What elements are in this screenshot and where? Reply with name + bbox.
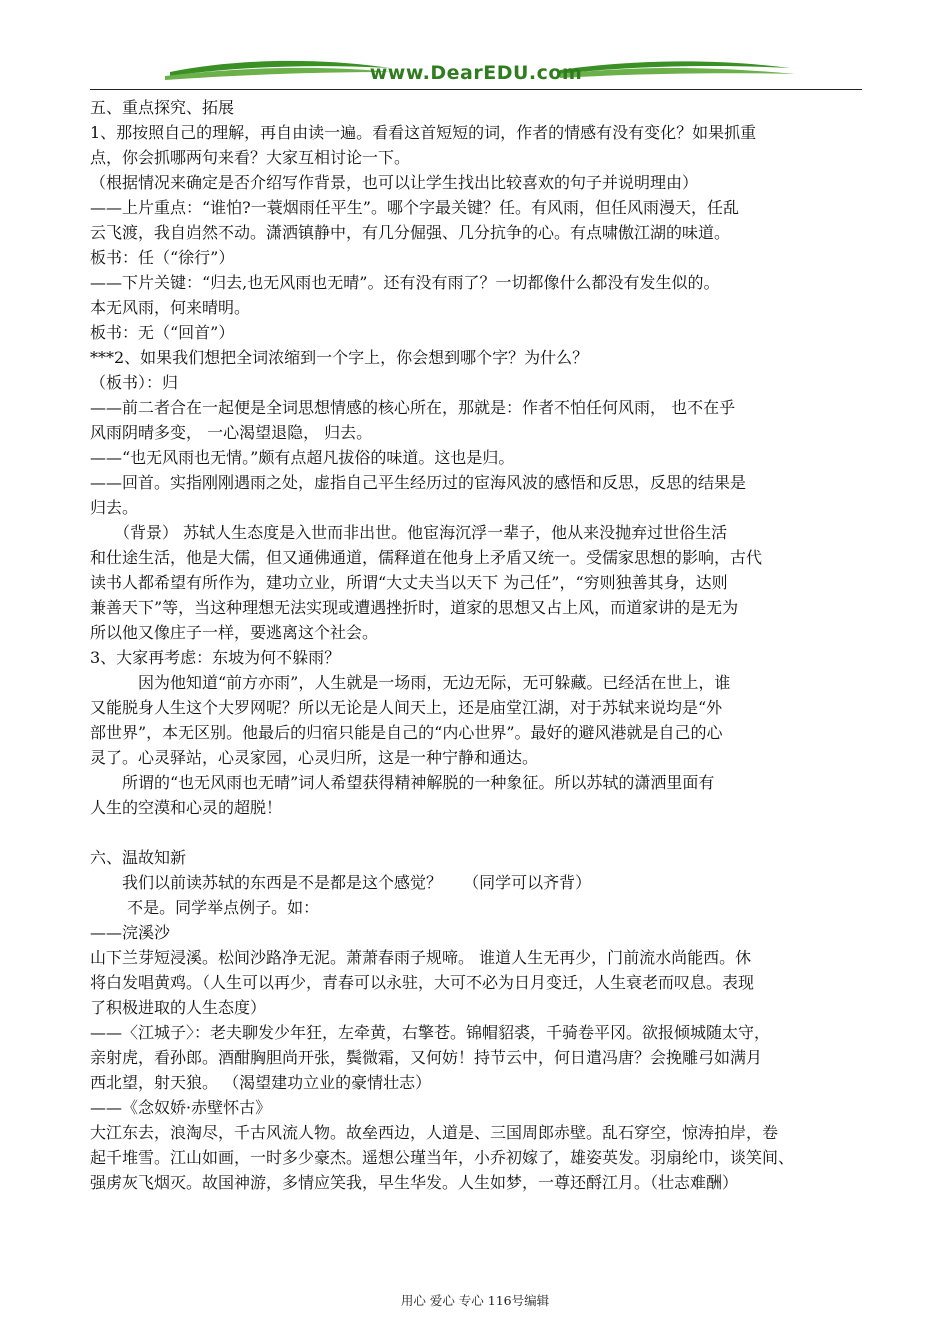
text-line: 强虏灰飞烟灭。故国神游，多情应笑我，早生华发。人生如梦，一尊还酹江月。（壮志难酬） [90, 1173, 739, 1192]
text-line: 了积极进取的人生态度） [90, 998, 267, 1017]
text-line: 灵了。心灵驿站，心灵家园，心灵归所，这是一种宁静和通达。 [90, 748, 539, 767]
document-body [90, 95, 865, 1195]
text-line: ——下片关键：“归去,也无风雨也无晴”。还有没有雨了？一切都像什么都没有发生似的。 [90, 273, 720, 292]
text-line: 和仕途生活，他是大儒，但又通佛通道，儒释道在他身上矛盾又统一。受儒家思想的影响，古代 [90, 548, 763, 567]
text-line: 所以他又像庄子一样，要逃离这个社会。 [90, 623, 379, 642]
text-line: 亲射虎，看孙郎。酒酣胸胆尚开张，鬓微霜，又何妨！持节云中，何日遣冯唐？会挽雕弓如满月 [90, 1048, 763, 1067]
text-line: ***2、如果我们想把全词浓缩到一个字上，你会想到哪个字？为什么？ [90, 348, 589, 367]
page-footer: 用心 爱心 专心 116号编辑 [400, 1293, 550, 1308]
text-line: 部世界”，本无区别。他最后的归宿只能是自己的“内心世界”。最好的避风港就是自己的心 [90, 723, 723, 742]
blank-line [90, 820, 865, 845]
text-line: 板书：任（“徐行”） [90, 248, 235, 267]
site-logo-text: www.DearEDU.com [369, 62, 583, 84]
text-line: ——〈江城子〉：老夫聊发少年狂，左牵黄，右擎苍。锦帽貂裘，千骑卷平冈。欲报倾城随太守， [90, 1023, 771, 1042]
text-line: 板书：无（“回首”） [90, 323, 235, 342]
text-line: （背景） 苏轼人生态度是入世而非出世。他宦海沉浮一辈子，他从来没抛弃过世俗生活 [90, 523, 728, 542]
text-line: ——前二者合在一起便是全词思想情感的核心所在，那就是：作者不怕任何风雨， 也不在乎 [90, 398, 736, 417]
text-line: ——“也无风雨也无情。”颇有点超凡拔俗的味道。这也是归。 [90, 448, 515, 467]
text-line: 五、重点探究、拓展 [90, 98, 235, 117]
text-line: 起千堆雪。江山如画，一时多少豪杰。遥想公瑾当年，小乔初嫁了，雄姿英发。羽扇纶巾，谈笑间、 [90, 1148, 795, 1167]
text-line: 本无风雨，何来晴明。 [90, 298, 251, 317]
text-line: （根据情况来确定是否介绍写作背景，也可以让学生找出比较喜欢的句子并说明理由） [90, 173, 699, 192]
text-line: 点，你会抓哪两句来看？大家互相讨论一下。 [90, 148, 411, 167]
text-line: 不是。同学举点例子。如： [90, 898, 320, 917]
text-line: 3、大家再考虑：东坡为何不躲雨？ [90, 648, 341, 667]
text-line: 因为他知道“前方亦雨”，人生就是一场雨，无边无际，无可躲藏。已经活在世上，谁 [90, 673, 731, 692]
text-line: 山下兰芽短浸溪。松间沙路净无泥。萧萧春雨子规啼。 谁道人生无再少，门前流水尚能西。休 [90, 948, 752, 967]
site-header [90, 52, 862, 90]
text-line: 兼善天下”等，当这种理想无法实现或遭遇挫折时，道家的思想又占上风，而道家讲的是无为 [90, 598, 739, 617]
text-line: ——浣溪沙 [90, 923, 171, 942]
header-divider [90, 89, 862, 90]
text-line: 云飞渡，我自岿然不动。潇洒镇静中，有几分倔强、几分抗争的心。有点啸傲江湖的味道。 [90, 223, 731, 242]
text-line: 所谓的“也无风雨也无晴”词人希望获得精神解脱的一种象征。所以苏轼的潇洒里面有 [90, 773, 715, 792]
text-line: 六、温故知新 [90, 848, 187, 867]
text-line: ——《念奴娇·赤壁怀古》 [90, 1098, 272, 1117]
text-line: 风雨阴晴多变， 一心渴望退隐， 归去。 [90, 423, 373, 442]
text-line: 我们以前读苏轼的东西是不是都是这个感觉？ （同学可以齐背） [90, 873, 592, 892]
text-line: 人生的空漠和心灵的超脱！ [90, 798, 283, 817]
text-line: 将白发唱黄鸡。（人生可以再少，青春可以永驻，大可不必为日月变迁，人生衰老而叹息。表现 [90, 973, 755, 992]
text-line: 西北望，射天狼。 （渴望建功立业的豪情壮志） [90, 1073, 432, 1092]
text-line: ——回首。实指刚刚遇雨之处，虚指自己平生经历过的宦海风波的感悟和反思，反思的结果是 [90, 473, 747, 492]
text-line: 1、那按照自己的理解，再自由读一遍。看看这首短短的词，作者的情感有没有变化？如果抓重 [90, 123, 757, 142]
text-line: 读书人都希望有所作为，建功立业，所谓“大丈夫当以天下 为己任”，“穷则独善其身，达则 [90, 573, 728, 592]
text-line: （板书）：归 [90, 373, 179, 392]
text-line: 又能脱身人生这个大罗网呢？所以无论是人间天上，还是庙堂江湖，对于苏轼来说均是“外 [90, 698, 723, 717]
text-line: ——上片重点：“谁怕?一蓑烟雨任平生”。哪个字最关键？任。有风雨，但任风雨漫天，任乱 [90, 198, 739, 217]
text-line: 大江东去，浪淘尽，千古风流人物。故垒西边，人道是、三国周郎赤壁。乱石穿空，惊涛拍岸，卷 [90, 1123, 779, 1142]
text-line: 归去。 [90, 498, 139, 517]
